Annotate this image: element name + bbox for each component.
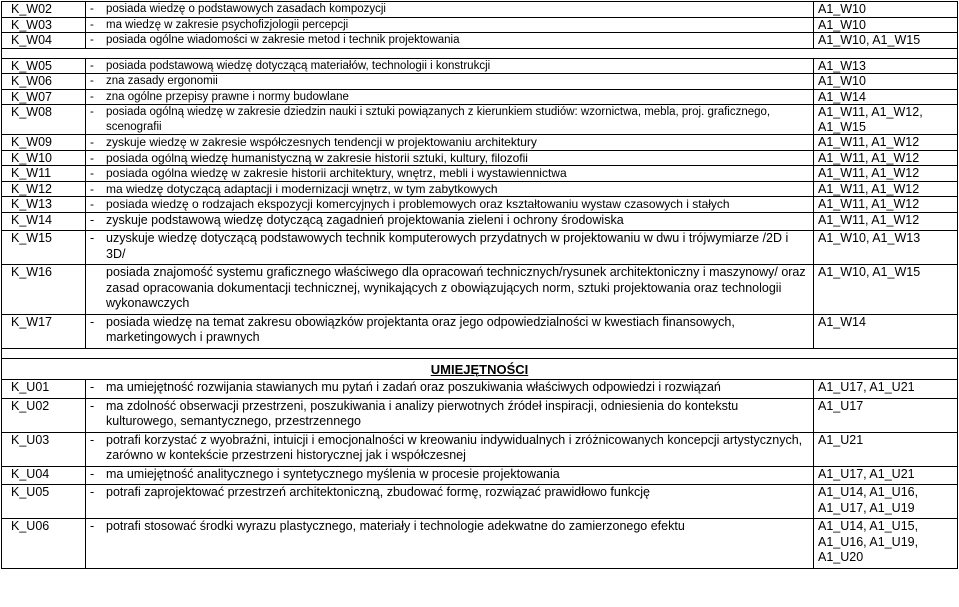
outcome-reference: A1_W11, A1_W12 [814, 135, 958, 151]
outcome-description: posiada wiedzę na temat zakresu obowiązków projektanta oraz jego odpowiedzialności w kwestiach finansowych, marketingowych i prawnych [106, 314, 814, 348]
row-spacer [2, 348, 958, 358]
outcome-reference: A1_W11, A1_W12 [814, 150, 958, 166]
table-row [2, 17, 958, 33]
outcome-code: K_U03 [2, 432, 86, 466]
row-spacer [2, 48, 958, 58]
outcome-reference: A1_U17, A1_U21 [814, 380, 958, 399]
table-row [2, 89, 958, 105]
table-row [2, 135, 958, 151]
outcome-reference: A1_W10 [814, 74, 958, 90]
bullet-dash: - [86, 135, 107, 151]
outcome-code: K_W09 [2, 135, 86, 151]
outcome-description: ma wiedzę dotyczącą adaptacji i modernizacji wnętrz, w tym zabytkowych [106, 181, 814, 197]
outcome-code: K_W05 [2, 58, 86, 74]
outcome-reference: A1_U21 [814, 432, 958, 466]
outcome-code: K_W16 [2, 265, 86, 315]
outcome-description: zna ogólne przepisy prawne i normy budowlane [106, 89, 814, 105]
table-row [2, 380, 958, 399]
outcome-description: posiada znajomość systemu graficznego właściwego dla opracowań technicznych/rysunek architektoniczny i maszynowy/ oraz zasad opracowania dokumentacji technicznej, wynikających z obowiązujących norm, sztuki projektowania oraz technologii wykonawczych [106, 265, 814, 315]
outcome-reference: A1_U17 [814, 398, 958, 432]
table-row [2, 314, 958, 348]
outcome-reference: A1_W10, A1_W13 [814, 231, 958, 265]
outcome-description: posiada ogólną wiedzę w zakresie dziedzin nauki i sztuki powiązanych z kierunkiem studiów: wzornictwa, mebla, proj. graficznego, scenografii [106, 105, 814, 135]
outcome-reference: A1_U17, A1_U21 [814, 466, 958, 485]
table-row [2, 398, 958, 432]
outcome-code: K_W17 [2, 314, 86, 348]
outcome-description: zna zasady ergonomii [106, 74, 814, 90]
outcome-reference: A1_W11, A1_W12 [814, 212, 958, 231]
table-row [2, 197, 958, 213]
outcome-code: K_W15 [2, 231, 86, 265]
outcome-code: K_U06 [2, 519, 86, 569]
outcome-reference: A1_W14 [814, 89, 958, 105]
table-row [2, 212, 958, 231]
table-row [2, 105, 958, 135]
bullet-dash: - [86, 33, 107, 49]
outcome-reference: A1_U14, A1_U16, A1_U17, A1_U19 [814, 485, 958, 519]
outcome-code: K_W06 [2, 74, 86, 90]
outcome-code: K_W10 [2, 150, 86, 166]
outcome-description: potrafi stosować środki wyrazu plastycznego, materiały i technologie adekwatne do zamierzonego efektu [106, 519, 814, 569]
outcome-description: posiada wiedzę o rodzajach ekspozycji komercyjnych i problemowych oraz kształtowaniu wystaw czasowych i stałych [106, 197, 814, 213]
skills-heading: UMIEJĘTNOŚCI [2, 358, 958, 380]
bullet-dash: - [86, 2, 107, 18]
table-row [2, 150, 958, 166]
outcome-description: posiada ogólną wiedzę humanistyczną w zakresie historii sztuki, kultury, filozofii [106, 150, 814, 166]
outcome-description: potrafi zaprojektować przestrzeń architektoniczną, zbudować formę, rozwiązać prawidłowo funkcję [106, 485, 814, 519]
bullet-dash: - [86, 166, 107, 182]
outcome-code: K_W08 [2, 105, 86, 135]
outcome-description: ma zdolność obserwacji przestrzeni, poszukiwania i analizy pierwotnych źródeł inspiracji, odniesienia do kontekstu kulturowego, semantycznego, przestrzennego [106, 398, 814, 432]
outcome-code: K_U04 [2, 466, 86, 485]
outcome-code: K_W13 [2, 197, 86, 213]
outcome-description: posiada ogólne wiadomości w zakresie metod i technik projektowania [106, 33, 814, 49]
outcome-reference: A1_W11, A1_W12 [814, 166, 958, 182]
outcome-code: K_U05 [2, 485, 86, 519]
spacer-cell [2, 48, 958, 58]
bullet-dash: - [86, 105, 107, 135]
section-heading-row [2, 358, 958, 380]
outcome-description: zyskuje wiedzę w zakresie współczesnych tendencji w projektowaniu architektury [106, 135, 814, 151]
outcome-reference: A1_W10, A1_W15 [814, 265, 958, 315]
spacer-cell [2, 348, 958, 358]
table-row [2, 58, 958, 74]
bullet-dash: - [86, 519, 107, 569]
outcome-code: K_U02 [2, 398, 86, 432]
outcome-description: ma umiejętność analitycznego i syntetycznego myślenia w procesie projektowania [106, 466, 814, 485]
outcome-code: K_W07 [2, 89, 86, 105]
bullet-dash [86, 265, 107, 315]
bullet-dash: - [86, 58, 107, 74]
outcome-code: K_W03 [2, 17, 86, 33]
outcome-description: potrafi korzystać z wyobraźni, intuicji i emocjonalności w kreowaniu indywidualnych i zróżnicowanych koncepcji artystycznych, zarówno w kontekście przestrzeni historycznej jak i współczesnej [106, 432, 814, 466]
outcome-reference: A1_W14 [814, 314, 958, 348]
table-row [2, 485, 958, 519]
bullet-dash: - [86, 398, 107, 432]
bullet-dash: - [86, 17, 107, 33]
outcome-code: K_W11 [2, 166, 86, 182]
outcome-description: posiada ogólna wiedzę w zakresie historii architektury, wnętrz, mebli i wystawiennictwa [106, 166, 814, 182]
outcome-reference: A1_W10, A1_W15 [814, 33, 958, 49]
bullet-dash: - [86, 150, 107, 166]
table-row [2, 33, 958, 49]
outcome-reference: A1_W11, A1_W12 [814, 197, 958, 213]
bullet-dash: - [86, 89, 107, 105]
learning-outcomes-table [1, 1, 958, 569]
outcome-reference: A1_W11, A1_W12, A1_W15 [814, 105, 958, 135]
outcome-reference: A1_U14, A1_U15, A1_U16, A1_U19, A1_U20 [814, 519, 958, 569]
bullet-dash: - [86, 432, 107, 466]
table-row [2, 265, 958, 315]
outcome-reference: A1_W13 [814, 58, 958, 74]
outcome-description: ma wiedzę w zakresie psychofizjologii percepcji [106, 17, 814, 33]
bullet-dash: - [86, 485, 107, 519]
table-row [2, 231, 958, 265]
table-row [2, 74, 958, 90]
outcome-reference: A1_W10 [814, 2, 958, 18]
table-row [2, 466, 958, 485]
table-row [2, 181, 958, 197]
outcome-code: K_W02 [2, 2, 86, 18]
outcome-description: posiada wiedzę o podstawowych zasadach kompozycji [106, 2, 814, 18]
table-row [2, 2, 958, 18]
table-row [2, 166, 958, 182]
bullet-dash: - [86, 380, 107, 399]
bullet-dash: - [86, 466, 107, 485]
bullet-dash: - [86, 231, 107, 265]
table-row [2, 519, 958, 569]
bullet-dash: - [86, 74, 107, 90]
bullet-dash: - [86, 197, 107, 213]
bullet-dash: - [86, 314, 107, 348]
table-row [2, 432, 958, 466]
outcome-description: posiada podstawową wiedzę dotyczącą materiałów, technologii i konstrukcji [106, 58, 814, 74]
outcome-description: zyskuje podstawową wiedzę dotyczącą zagadnień projektowania zieleni i ochrony środowiska [106, 212, 814, 231]
outcome-code: K_W04 [2, 33, 86, 49]
outcome-code: K_W12 [2, 181, 86, 197]
outcome-description: ma umiejętność rozwijania stawianych mu pytań i zadań oraz poszukiwania właściwych odpowiedzi i rozwiązań [106, 380, 814, 399]
outcome-code: K_W14 [2, 212, 86, 231]
outcome-code: K_U01 [2, 380, 86, 399]
outcome-reference: A1_W11, A1_W12 [814, 181, 958, 197]
bullet-dash: - [86, 181, 107, 197]
outcome-description: uzyskuje wiedzę dotyczącą podstawowych technik komputerowych przydatnych w projektowaniu w dwu i trójwymiarze /2D i 3D/ [106, 231, 814, 265]
bullet-dash: - [86, 212, 107, 231]
outcome-reference: A1_W10 [814, 17, 958, 33]
